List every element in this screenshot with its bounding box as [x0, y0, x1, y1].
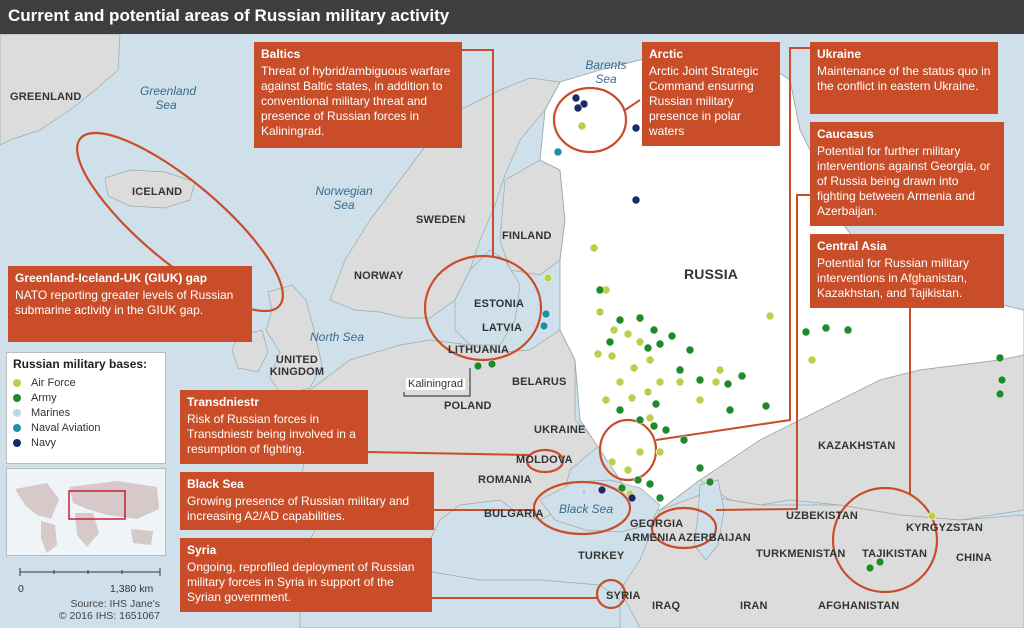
label-kazakhstan: KAZAKHSTAN — [818, 440, 896, 452]
legend-item-air-force: Air Force — [13, 375, 159, 390]
army-base-marker — [636, 416, 644, 424]
naval-aviation-base-marker — [542, 310, 550, 318]
naval-aviation-base-marker — [540, 322, 548, 330]
label-russia: RUSSIA — [684, 266, 739, 282]
navy-base-marker — [574, 104, 582, 112]
label-uk: UNITED KINGDOM — [269, 354, 325, 378]
air-force-base-marker — [656, 378, 664, 386]
callout-giuk-gap — [8, 266, 252, 342]
label-finland: FINLAND — [502, 230, 552, 242]
finland-land — [500, 160, 565, 275]
label-uzbekistan: UZBEKISTAN — [786, 510, 859, 522]
legend-title: Russian military bases: — [13, 357, 148, 371]
army-base-marker — [644, 344, 652, 352]
army-base-marker — [606, 338, 614, 346]
air-force-base-marker — [610, 326, 618, 334]
callout-black-sea-title: Black Sea — [187, 477, 244, 491]
army-base-marker — [488, 360, 496, 368]
air-force-base-marker — [644, 388, 652, 396]
label-belarus: BELARUS — [512, 376, 567, 388]
army-base-marker — [596, 286, 604, 294]
air-force-base-marker — [608, 352, 616, 360]
air-force-base-marker — [616, 378, 624, 386]
label-barents-sea: Barents Sea — [585, 58, 627, 86]
label-black-sea: Black Sea — [558, 502, 614, 516]
callout-baltics-text: Threat of hybrid/ambiguous warfare against Baltic states, in addition to conventional military threat and presence of Russian forces in Kaliningrad. — [261, 64, 451, 138]
army-base-marker — [802, 328, 810, 336]
label-greenland: GREENLAND — [10, 91, 82, 103]
label-norway: NORWAY — [354, 270, 404, 282]
scale-zero-label: 0 — [18, 583, 24, 595]
callout-syria-title: Syria — [187, 543, 217, 557]
army-base-marker — [996, 390, 1004, 398]
air-force-base-marker — [578, 122, 586, 130]
naval-aviation-base-marker — [554, 148, 562, 156]
air-force-base-marker — [594, 350, 602, 358]
callout-ukraine-title: Ukraine — [817, 47, 862, 61]
air-force-base-marker — [712, 378, 720, 386]
callout-central-asia-title: Central Asia — [817, 239, 887, 253]
army-base-marker — [646, 480, 654, 488]
label-tajikistan: TAJIKISTAN — [862, 548, 928, 560]
label-romania: ROMANIA — [478, 474, 532, 486]
air-force-base-marker — [716, 366, 724, 374]
army-base-marker — [738, 372, 746, 380]
label-iran: IRAN — [740, 600, 768, 612]
army-base-marker — [686, 346, 694, 354]
label-ukraine: UKRAINE — [534, 424, 586, 436]
callout-transdniestr-text: Risk of Russian forces in Transdniestr being involved in a resumption of fighting. — [187, 412, 356, 456]
air-force-base-marker — [766, 312, 774, 320]
label-lithuania: LITHUANIA — [448, 344, 510, 356]
callout-transdniestr — [180, 390, 368, 464]
air-force-base-marker — [646, 356, 654, 364]
callout-arctic — [642, 42, 780, 146]
air-force-base-marker — [676, 378, 684, 386]
label-estonia: ESTONIA — [474, 298, 525, 310]
air-force-base-marker — [696, 396, 704, 404]
legend — [6, 352, 166, 464]
air-force-base-marker — [624, 466, 632, 474]
army-base-marker — [680, 436, 688, 444]
army-base-marker — [726, 406, 734, 414]
label-iceland: ICELAND — [132, 186, 183, 198]
naval-aviation-dot-icon — [13, 424, 21, 432]
callout-central-asia-text: Potential for Russian military interventions in Afghanistan, Kazakhstan, and Tajikistan. — [817, 256, 970, 300]
label-turkey: TURKEY — [578, 550, 625, 562]
inset-world-svg — [7, 469, 166, 556]
label-norwegian-sea: Norwegian Sea — [315, 184, 373, 212]
army-base-marker — [676, 366, 684, 374]
title-bar — [0, 0, 1024, 34]
air-force-dot-icon — [13, 379, 21, 387]
army-base-marker — [656, 340, 664, 348]
label-moldova: MOLDOVA — [516, 454, 573, 466]
army-base-marker — [696, 464, 704, 472]
army-base-marker — [618, 484, 626, 492]
label-kaliningrad: Kaliningrad — [408, 378, 464, 390]
army-base-marker — [634, 476, 642, 484]
army-base-marker — [706, 478, 714, 486]
army-base-marker — [866, 564, 874, 572]
label-china: CHINA — [956, 552, 992, 564]
navy-base-marker — [598, 486, 606, 494]
callout-arctic-text: Arctic Joint Strategic Command ensuring Russian military presence in polar waters — [649, 64, 759, 138]
army-base-marker — [656, 494, 664, 502]
air-force-base-marker — [608, 458, 616, 466]
army-base-marker — [998, 376, 1006, 384]
air-force-base-marker — [636, 448, 644, 456]
callout-caucasus — [810, 122, 1004, 226]
army-base-marker — [696, 376, 704, 384]
label-georgia: GEORGIA — [630, 518, 684, 530]
label-syria: SYRIA — [606, 590, 641, 602]
legend-item-navy: Navy — [13, 435, 159, 450]
air-force-base-marker — [656, 448, 664, 456]
army-base-marker — [652, 400, 660, 408]
callout-syria-text: Ongoing, reprofiled deployment of Russian military forces in Syria in support of the Syrian government. — [187, 560, 415, 604]
air-force-base-marker — [636, 338, 644, 346]
air-force-base-marker — [590, 244, 598, 252]
army-base-marker — [616, 406, 624, 414]
callout-baltics — [254, 42, 462, 148]
label-sweden: SWEDEN — [416, 214, 466, 226]
legend-item-marines: Marines — [13, 405, 159, 420]
callout-syria — [180, 538, 432, 612]
label-iraq: IRAQ — [652, 600, 681, 612]
marines-dot-icon — [13, 409, 21, 417]
army-base-marker — [616, 316, 624, 324]
callout-black-sea — [180, 472, 434, 530]
label-poland: POLAND — [444, 400, 492, 412]
army-base-marker — [762, 402, 770, 410]
army-dot-icon — [13, 394, 21, 402]
navy-base-marker — [572, 94, 580, 102]
navy-dot-icon — [13, 439, 21, 447]
callout-arctic-title: Arctic — [649, 47, 684, 61]
air-force-base-marker — [624, 330, 632, 338]
callout-black-sea-text: Growing presence of Russian military and increasing A2/AD capabilities. — [187, 494, 410, 523]
label-turkmenistan: TURKMENISTAN — [756, 548, 846, 560]
navy-base-marker — [628, 494, 636, 502]
label-bulgaria: BULGARIA — [484, 508, 544, 520]
legend-item-naval-aviation: Naval Aviation — [13, 420, 159, 435]
callout-transdniestr-title: Transdniestr — [187, 395, 260, 409]
label-north-sea: North Sea — [309, 330, 365, 344]
callout-giuk-text: NATO reporting greater levels of Russian submarine activity in the GIUK gap. — [15, 288, 234, 317]
scale-distance-label: 1,380 km — [110, 583, 154, 595]
callout-giuk-title: Greenland-Iceland-UK (GIUK) gap — [15, 271, 208, 285]
army-base-marker — [996, 354, 1004, 362]
callout-caucasus-text: Potential for further military interventions against Georgia, or of Russia being drawn into fighting between Armenia and Azerbaijan. — [817, 144, 991, 218]
army-base-marker — [650, 326, 658, 334]
callout-baltics-title: Baltics — [261, 47, 301, 61]
army-base-marker — [662, 426, 670, 434]
navy-base-marker — [632, 124, 640, 132]
callout-central-asia — [810, 234, 1004, 308]
locator-inset-map — [6, 468, 166, 556]
air-force-base-marker — [628, 394, 636, 402]
army-base-marker — [668, 332, 676, 340]
army-base-marker — [822, 324, 830, 332]
army-base-marker — [474, 362, 482, 370]
army-base-marker — [650, 422, 658, 430]
source-credit — [42, 598, 160, 622]
air-force-base-marker — [602, 396, 610, 404]
air-force-base-marker — [646, 414, 654, 422]
source-line: Source: IHS Jane's — [70, 598, 160, 610]
air-force-base-marker — [808, 356, 816, 364]
callout-ukraine — [810, 42, 998, 114]
label-azerbaijan: AZERBAIJAN — [678, 532, 751, 544]
label-kyrgyzstan: KYRGYZSTAN — [906, 522, 983, 534]
navy-base-marker — [632, 196, 640, 204]
legend-item-army: Army — [13, 390, 159, 405]
map-title: Current and potential areas of Russian military activity — [8, 6, 450, 25]
copyright-line: © 2016 IHS: 1651067 — [58, 610, 160, 622]
army-base-marker — [636, 314, 644, 322]
callout-caucasus-title: Caucasus — [817, 127, 874, 141]
marines-base-marker — [580, 488, 588, 496]
label-greenland-sea: Greenland Sea — [140, 84, 197, 112]
label-armenia: ARMENIA — [624, 532, 677, 544]
army-base-marker — [724, 380, 732, 388]
air-force-base-marker — [544, 274, 552, 282]
label-latvia: LATVIA — [482, 322, 523, 334]
air-force-base-marker — [630, 364, 638, 372]
air-force-base-marker — [928, 512, 936, 520]
label-afghanistan: AFGHANISTAN — [818, 600, 900, 612]
callout-ukraine-text: Maintenance of the status quo in the conflict in eastern Ukraine. — [817, 64, 991, 93]
air-force-base-marker — [596, 308, 604, 316]
army-base-marker — [844, 326, 852, 334]
